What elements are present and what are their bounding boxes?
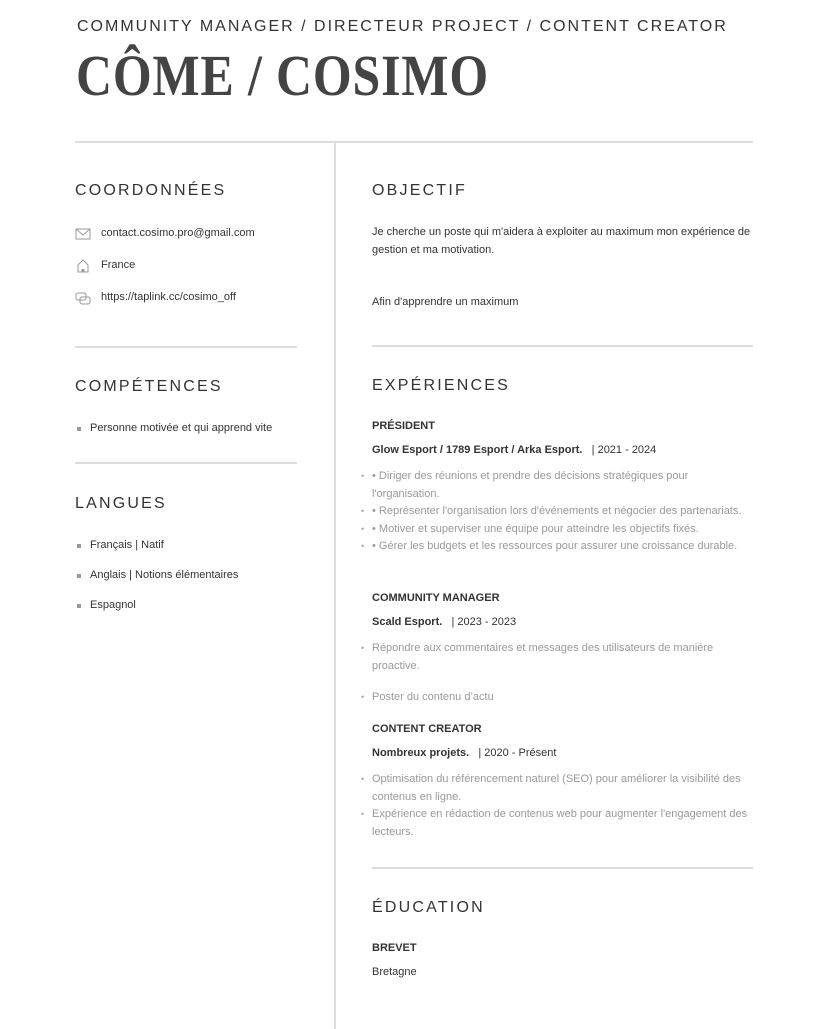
contact-heading: COORDONNÉES xyxy=(75,182,227,199)
language-text: Anglais | Notions élémentaires xyxy=(90,569,239,582)
job-role: CONTENT CREATOR xyxy=(372,723,482,735)
experience-heading: EXPÉRIENCES xyxy=(372,377,511,394)
job-bullet: • • Représenter l'organisation lors d'événements et négocier des partenariats. xyxy=(372,503,757,521)
job-bullet: • Optimisation du référencement naturel (SEO) pour améliorer la visibilité des contenus en ligne. xyxy=(372,771,752,806)
job-title-subtitle: COMMUNITY MANAGER / DIRECTEUR PROJECT / CONTENT CREATOR xyxy=(77,18,728,35)
job-company: Scald Esport. xyxy=(372,616,443,628)
job-company: Nombreux projets. xyxy=(372,747,470,759)
education-place: Bretagne xyxy=(372,966,417,978)
bullet-square-icon xyxy=(77,427,81,431)
job-bullets xyxy=(372,468,757,556)
skill-text: Personne motivée et qui apprend vite xyxy=(90,422,273,435)
divider xyxy=(372,345,753,347)
language-text: Français | Natif xyxy=(90,539,164,552)
bullet-square-icon xyxy=(77,544,81,548)
languages-heading: LANGUES xyxy=(75,495,167,512)
contact-link xyxy=(75,288,255,308)
job-dates: | 2021 - 2024 xyxy=(591,444,657,456)
job-company-line xyxy=(372,614,516,632)
job-bullet: • • Gérer les budgets et les ressources pour assurer une croissance durable. xyxy=(372,538,757,556)
divider xyxy=(75,462,297,464)
column-divider xyxy=(334,143,336,1029)
header-divider xyxy=(75,141,753,143)
job-role: COMMUNITY MANAGER xyxy=(372,592,500,604)
job-bullet: • Poster du contenu d’actu xyxy=(372,689,747,707)
home-icon xyxy=(75,259,91,273)
link-icon xyxy=(75,291,91,305)
job-company: Glow Esport / 1789 Esport / Arka Esport. xyxy=(372,444,583,456)
contact-location xyxy=(75,256,255,276)
language-item xyxy=(77,566,238,586)
bullet-square-icon xyxy=(77,604,81,608)
skills-heading: COMPÉTENCES xyxy=(75,378,223,395)
email-text: contact.cosimo.pro@gmail.com xyxy=(101,227,255,240)
location-text: France xyxy=(101,259,136,272)
job-dates: | 2023 - 2023 xyxy=(451,616,517,628)
job-bullet: • • Diriger des réunions et prendre des décisions stratégiques pour l'organisation. xyxy=(372,468,757,503)
taplink-link[interactable]: https://taplink.cc/cosimo_off xyxy=(101,291,236,304)
job-company-line xyxy=(372,745,556,763)
divider xyxy=(372,867,753,869)
education-degree: BREVET xyxy=(372,942,417,954)
job-bullets xyxy=(372,640,747,707)
job-dates: | 2020 - Présent xyxy=(478,747,557,759)
job-bullet: • • Motiver et superviser une équipe pour atteindre les objectifs fixés. xyxy=(372,521,757,539)
objective-heading: OBJECTIF xyxy=(372,182,467,199)
education-heading: ÉDUCATION xyxy=(372,899,485,916)
bullet-square-icon xyxy=(77,574,81,578)
envelope-icon xyxy=(75,227,91,241)
candidate-name: CÔME / COSIMO xyxy=(76,43,490,108)
objective-text: Je cherche un poste qui m'aidera à exploiter au maximum mon expérience de gestion et ma motivation. xyxy=(372,226,751,256)
divider xyxy=(75,346,297,348)
objective-text-2: Afin d'apprendre un maximum xyxy=(372,296,519,308)
language-item xyxy=(77,596,238,616)
skill-item xyxy=(77,419,272,439)
contact-email xyxy=(75,224,255,244)
language-text: Espagnol xyxy=(90,599,136,612)
job-company-line xyxy=(372,442,656,460)
job-bullet: • Répondre aux commentaires et messages des utilisateurs de manière proactive. xyxy=(372,640,747,675)
language-item xyxy=(77,536,238,556)
job-role: PRÉSIDENT xyxy=(372,420,435,432)
job-bullet: • Expérience en rédaction de contenus web pour augmenter l'engagement des lecteurs. xyxy=(372,806,752,841)
job-bullets xyxy=(372,771,752,841)
